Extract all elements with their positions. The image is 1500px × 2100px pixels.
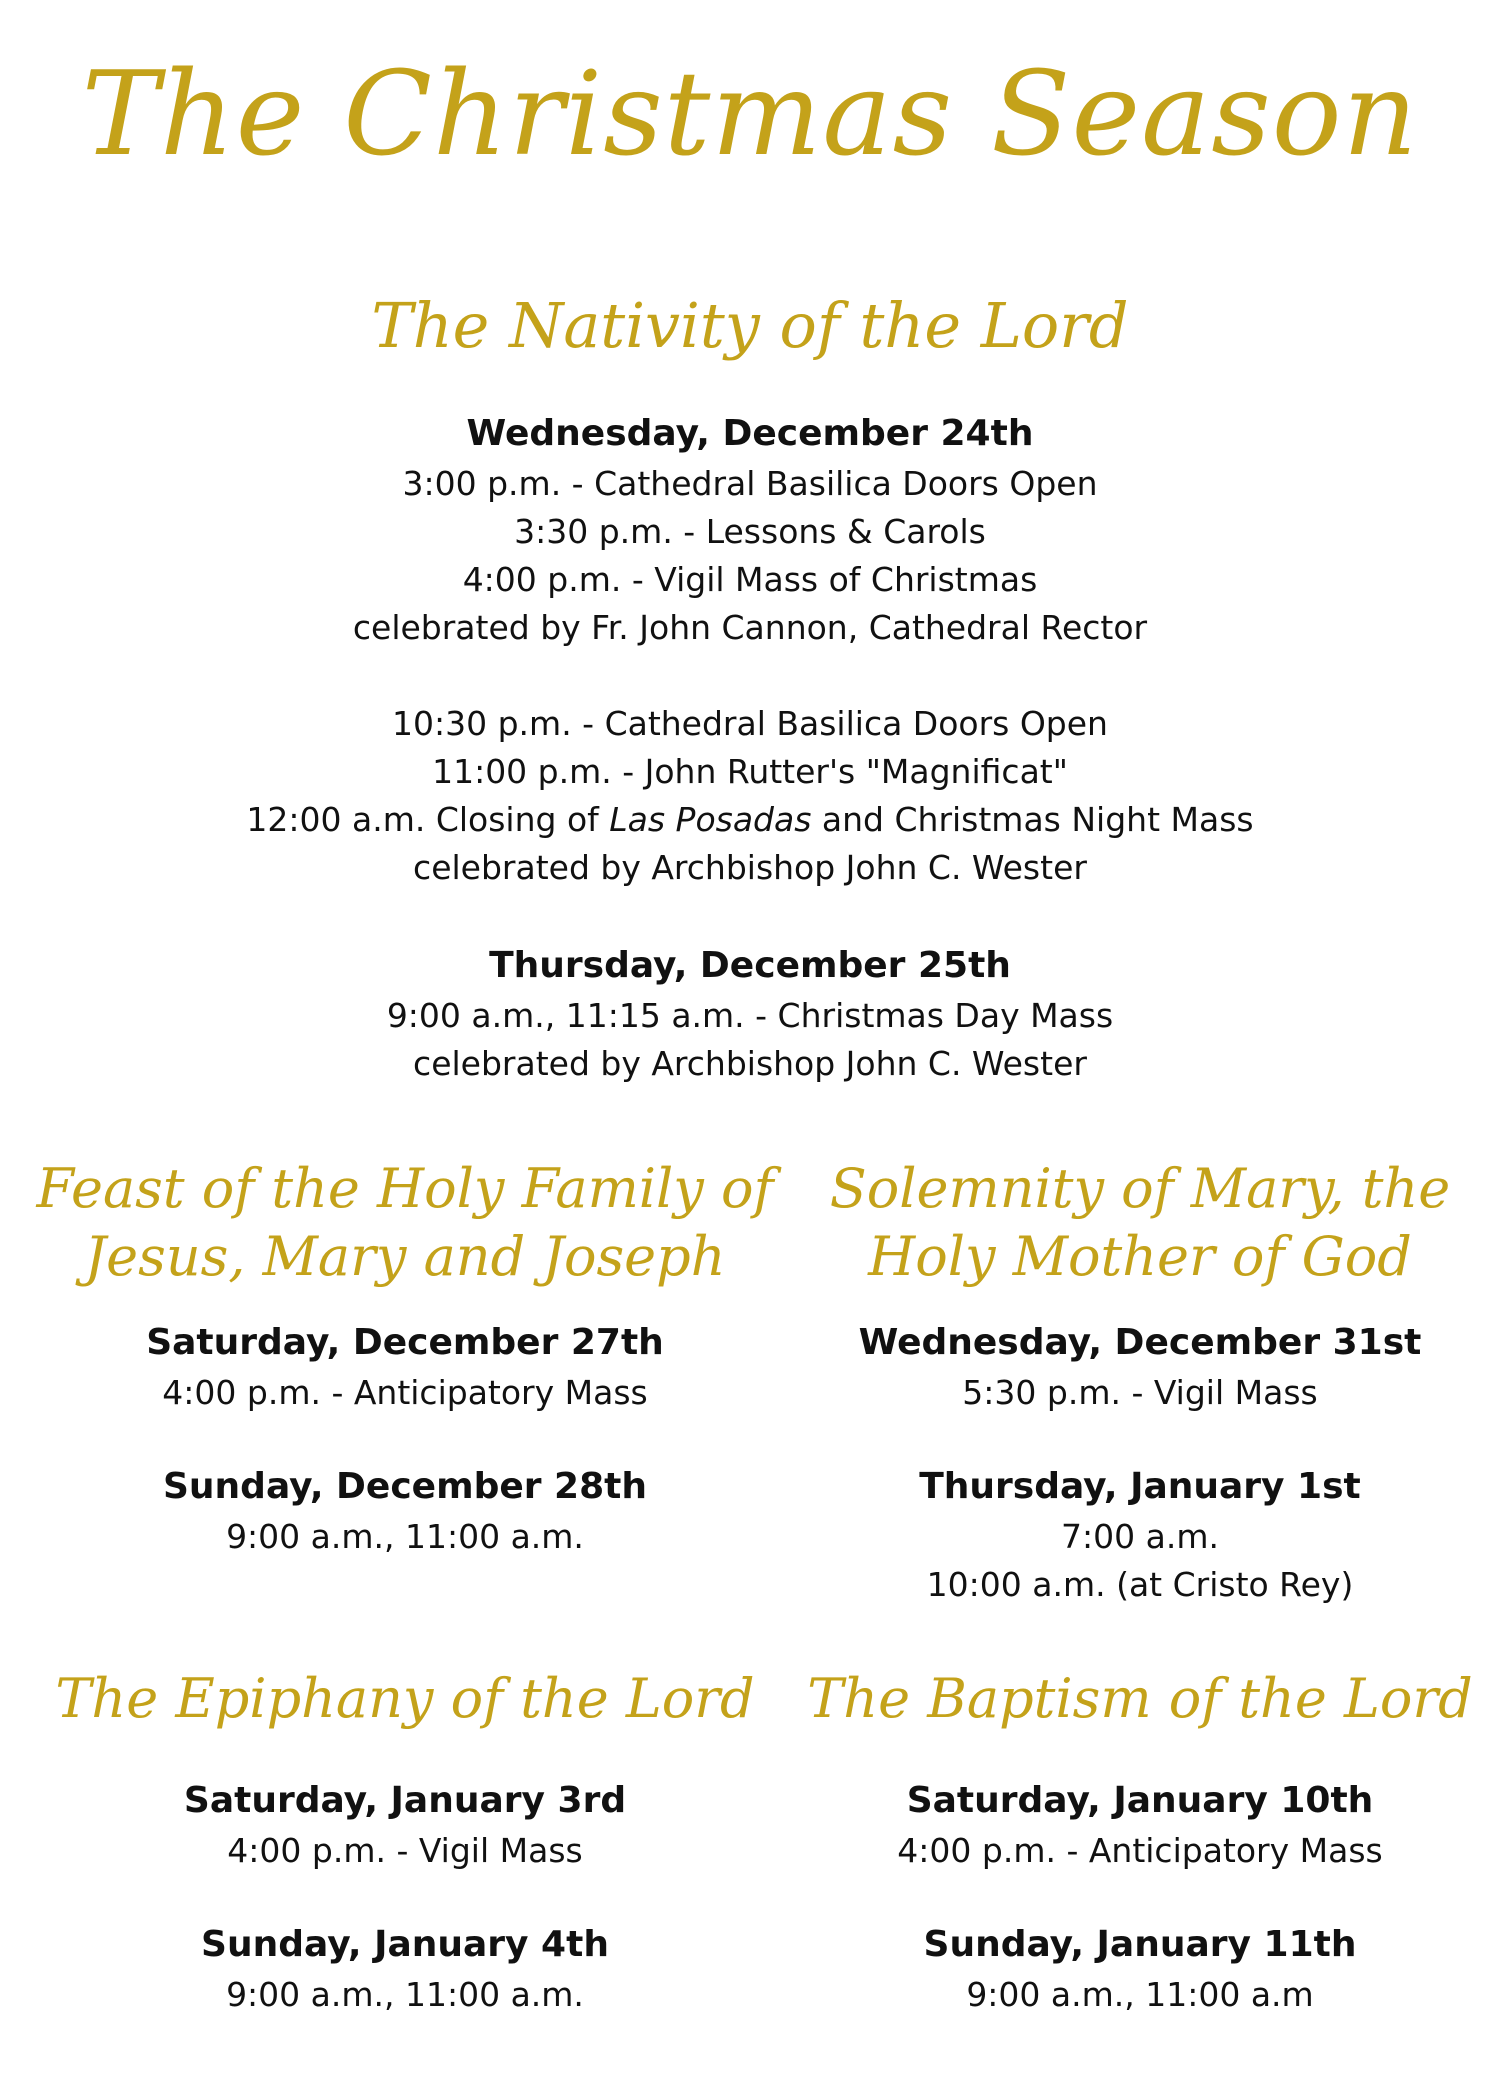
schedule-line: 4:00 p.m. - Anticipatory Mass [897,1831,1383,1870]
mary-heading-line2: Holy Mother of God [868,1225,1412,1288]
holy-family-heading-line1: Feast of the Holy Family of [36,1157,774,1220]
nativity-heading: The Nativity of the Lord [371,289,1129,362]
holy-family-heading [10,1155,800,1291]
mary-day-dec31: Wednesday, December 31st [858,1322,1422,1363]
baptism-heading: The Baptism of the Lord [807,1667,1473,1730]
epiphany-day-jan4: Sunday, January 4th [201,1924,609,1965]
nativity-day-dec24: Wednesday, December 24th [466,413,1034,454]
holy-family-day-dec27: Saturday, December 27th [146,1322,664,1363]
mary-day-jan1: Thursday, January 1st [919,1466,1361,1507]
schedule-line: 10:30 p.m. - Cathedral Basilica Doors Open [392,704,1108,743]
schedule-line: 9:00 a.m., 11:00 a.m [966,1975,1314,2014]
mary-section [770,1155,1500,1609]
schedule-line: 3:30 p.m. - Lessons & Carols [514,512,986,551]
epiphany-section [10,1665,800,2019]
schedule-line: celebrated by Archbishop John C. Wester [413,1044,1087,1083]
baptism-day-jan11: Sunday, January 11th [923,1924,1357,1965]
schedule-line: 9:00 a.m., 11:00 a.m. [226,1517,584,1556]
baptism-section [770,1665,1500,2019]
holy-family-section [10,1155,800,1561]
schedule-line: 11:00 p.m. - John Rutter's "Magnificat" [432,752,1068,791]
schedule-line: celebrated by Archbishop John C. Wester [413,848,1087,887]
baptism-day-jan10: Saturday, January 10th [906,1780,1374,1821]
midnight-mass-line [0,796,1500,844]
schedule-line: 5:30 p.m. - Vigil Mass [962,1373,1318,1412]
midnight-mass-suffix: and Christmas Night Mass [811,800,1254,839]
holy-family-heading-line2: Jesus, Mary and Joseph [84,1225,726,1288]
page-title: The Christmas Season [81,47,1419,182]
schedule-line: 10:00 a.m. (at Cristo Rey) [926,1565,1354,1604]
epiphany-heading: The Epiphany of the Lord [55,1667,755,1730]
nativity-schedule [0,408,1500,1088]
epiphany-day-jan3: Saturday, January 3rd [183,1780,627,1821]
schedule-line: 9:00 a.m., 11:15 a.m. - Christmas Day Mass [386,996,1114,1035]
las-posadas-text: Las Posadas [609,800,812,839]
schedule-line: 7:00 a.m. [1061,1517,1219,1556]
mary-heading-line1: Solemnity of Mary, the [829,1157,1451,1220]
holy-family-day-dec28: Sunday, December 28th [163,1466,647,1507]
midnight-mass-prefix: 12:00 a.m. Closing of [246,800,610,839]
schedule-line: 4:00 p.m. - Vigil Mass [227,1831,583,1870]
nativity-day-dec25: Thursday, December 25th [489,945,1011,986]
schedule-line: 3:00 p.m. - Cathedral Basilica Doors Open [402,464,1098,503]
schedule-line: 9:00 a.m., 11:00 a.m. [226,1975,584,2014]
schedule-line: 4:00 p.m. - Vigil Mass of Christmas [462,560,1038,599]
mary-heading [770,1155,1500,1291]
schedule-line: 4:00 p.m. - Anticipatory Mass [162,1373,648,1412]
schedule-line: celebrated by Fr. John Cannon, Cathedral Rector [352,608,1148,647]
